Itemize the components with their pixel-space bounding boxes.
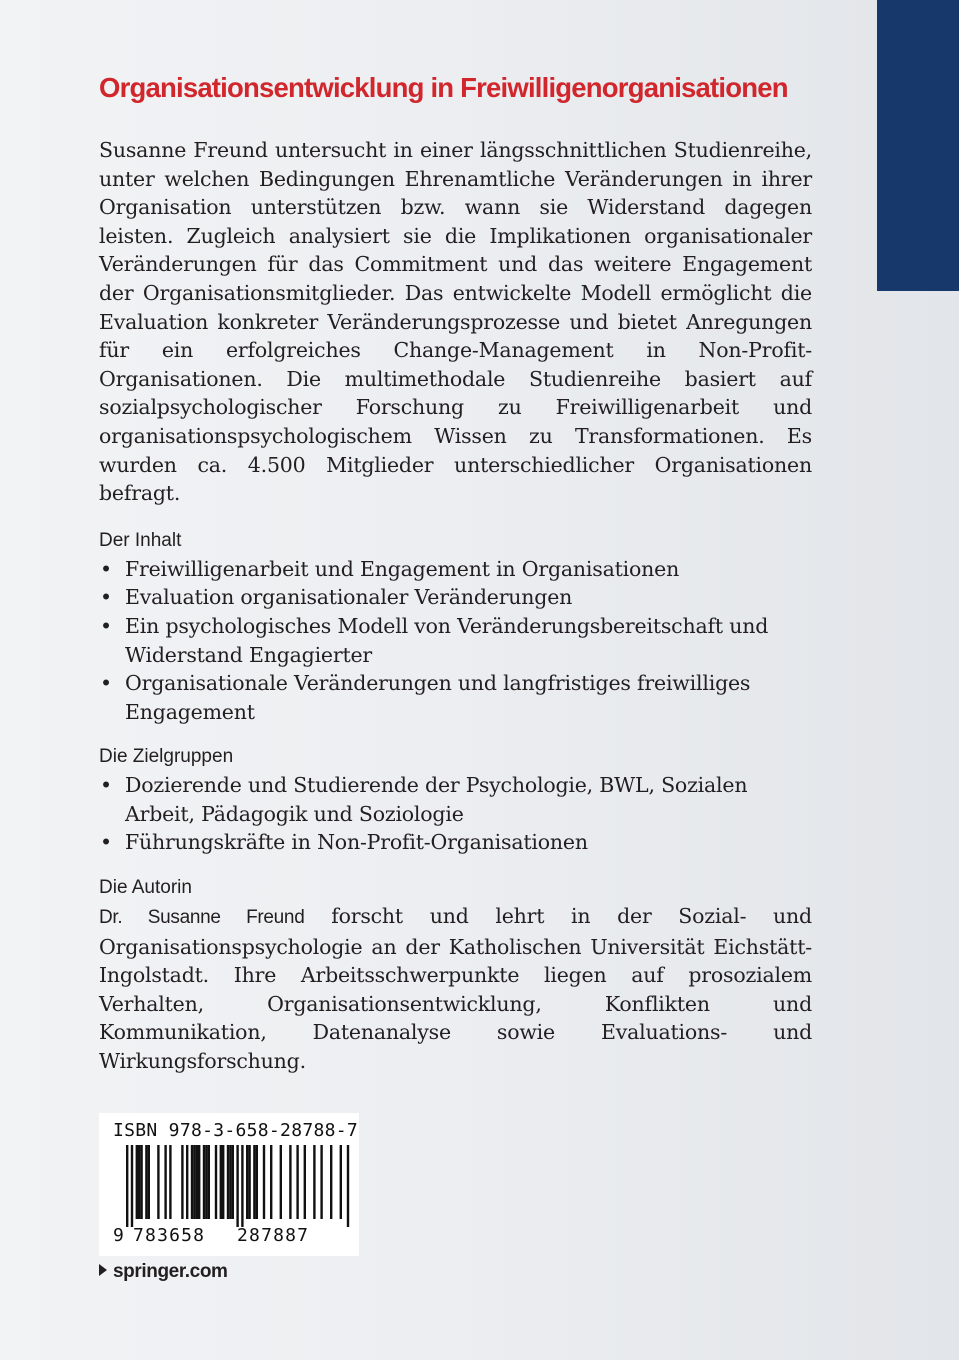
barcode-left-digits: 783658 — [133, 1225, 206, 1246]
isbn-barcode — [99, 1113, 359, 1256]
barcode-bar — [198, 1145, 200, 1219]
barcode-bar — [215, 1145, 217, 1219]
barcode-bar — [232, 1145, 234, 1219]
list-item: • Ein psychologisches Modell von Veränderungsbereitschaft und Widerstand Engagierter — [100, 613, 769, 667]
barcode-bar — [248, 1145, 250, 1219]
barcode-bar — [227, 1145, 229, 1219]
audience-list — [99, 771, 812, 857]
bullet-icon: • — [100, 671, 112, 696]
barcode-bar — [320, 1145, 322, 1219]
barcode-bar — [304, 1145, 306, 1219]
bullet-icon: • — [100, 773, 112, 798]
author-bio-text: forscht und lehrt in der Sozial- und Organisationspsychologie an der Katholischen Universität Eichstätt-Ingolstadt. Ihre Arbeitsschwerpunkte liegen auf prosozialem Verhalten, Organisationsentwicklung, Konflikten und Kommunikation, Datenanalyse sowie Evaluations- und Wirkungsforschung. — [99, 904, 812, 1074]
author-name: Dr. Susanne Freund — [99, 907, 305, 929]
barcode-bar — [263, 1145, 265, 1219]
barcode-first-digit: 9 — [113, 1225, 124, 1246]
list-item: • Evaluation organisationaler Veränderungen — [99, 583, 812, 612]
barcode-bar — [186, 1145, 188, 1219]
barcode-bar — [191, 1145, 193, 1219]
barcode-bar — [347, 1145, 349, 1227]
bullet-icon: • — [100, 585, 112, 610]
barcode-bar — [256, 1145, 258, 1219]
barcode-bar — [126, 1145, 128, 1227]
barcode-bar — [148, 1145, 150, 1219]
barcode-bar — [193, 1145, 195, 1219]
barcode-bar — [253, 1145, 255, 1219]
arrow-right-icon — [99, 1264, 107, 1276]
barcode-bar — [136, 1145, 138, 1219]
isbn-number: ISBN 978-3-658-28788-7 — [113, 1120, 359, 1141]
list-item: • Führungskräfte in Non-Profit-Organisationen — [99, 828, 812, 857]
barcode-bars — [108, 1145, 350, 1227]
list-item: • Organisationale Veränderungen und langfristiges freiwilliges Engagement — [100, 671, 751, 724]
barcode-bar — [208, 1145, 210, 1219]
author-bio — [99, 902, 812, 1076]
springer-link-text: springer.com — [113, 1261, 228, 1282]
barcode-bar — [181, 1145, 183, 1219]
barcode-bar — [220, 1145, 222, 1219]
barcode-bar — [246, 1145, 248, 1219]
intro-paragraph: Susanne Freund untersucht in einer längsschnittlichen Studienreihe, unter welchen Bedingungen Ehrenamtliche Veränderungen in ihrer Organisation unterstützen bzw. wann sie Widerstand dagegen leisten. Zugleich analysiert sie die Implikationen organisationaler Veränderungen für das Commitment und das weitere Engagement der Organisationsmitglieder. Das entwickelte Modell ermöglicht die Evaluation konkreter Veränderungsprozesse und bietet Anregungen für ein erfolgreiches Change-Management in Non-Profit-Organisationen. Die multimethodale Studienreihe basiert auf sozialpsychologischer Forschung zu Freiwilligenarbeit und organisationspsychologischem Wissen zu Transformationen. Es wurden ca. 4.500 Mitglieder unterschiedlicher Organisationen befragt. — [99, 138, 812, 506]
barcode-bar — [203, 1145, 205, 1219]
blue-side-bar — [877, 0, 959, 291]
barcode-bar — [164, 1145, 166, 1219]
barcode-right-digits: 287887 — [237, 1225, 310, 1246]
barcode-bar — [340, 1145, 342, 1219]
barcode-bar — [169, 1145, 171, 1219]
content-heading: Der Inhalt — [99, 529, 182, 551]
bullet-icon: • — [100, 613, 112, 638]
bullet-icon: • — [100, 556, 112, 581]
cover-content — [99, 136, 812, 1076]
barcode-bar — [138, 1145, 140, 1219]
barcode-bar — [236, 1145, 238, 1227]
audience-heading: Die Zielgruppen — [99, 746, 234, 768]
barcode-bar — [222, 1145, 224, 1219]
author-heading: Die Autorin — [99, 877, 192, 899]
barcode-bar — [330, 1145, 332, 1219]
barcode-bar — [313, 1145, 315, 1219]
barcode-bar — [296, 1145, 298, 1219]
list-item: • Dozierende und Studierende der Psychologie, BWL, Sozialen Arbeit, Pädagogik und Soziologie — [100, 773, 748, 826]
list-item: • Freiwilligenarbeit und Engagement in Organisationen — [99, 555, 812, 584]
barcode-bar — [270, 1145, 272, 1219]
book-title: Organisationsentwicklung in Freiwilligenorganisationen — [99, 72, 788, 103]
barcode-bar — [205, 1145, 207, 1219]
barcode-bar — [157, 1145, 159, 1219]
barcode-bar — [289, 1145, 291, 1219]
barcode-bar — [131, 1145, 133, 1227]
barcode-bar — [229, 1145, 231, 1219]
barcode-bar — [140, 1145, 142, 1219]
bullet-icon: • — [100, 830, 112, 855]
barcode-bar — [196, 1145, 198, 1219]
barcode-bar — [241, 1145, 243, 1227]
springer-link[interactable] — [99, 1261, 228, 1283]
barcode-bar — [145, 1145, 147, 1219]
barcode-bar — [280, 1145, 282, 1219]
content-list — [99, 555, 812, 727]
